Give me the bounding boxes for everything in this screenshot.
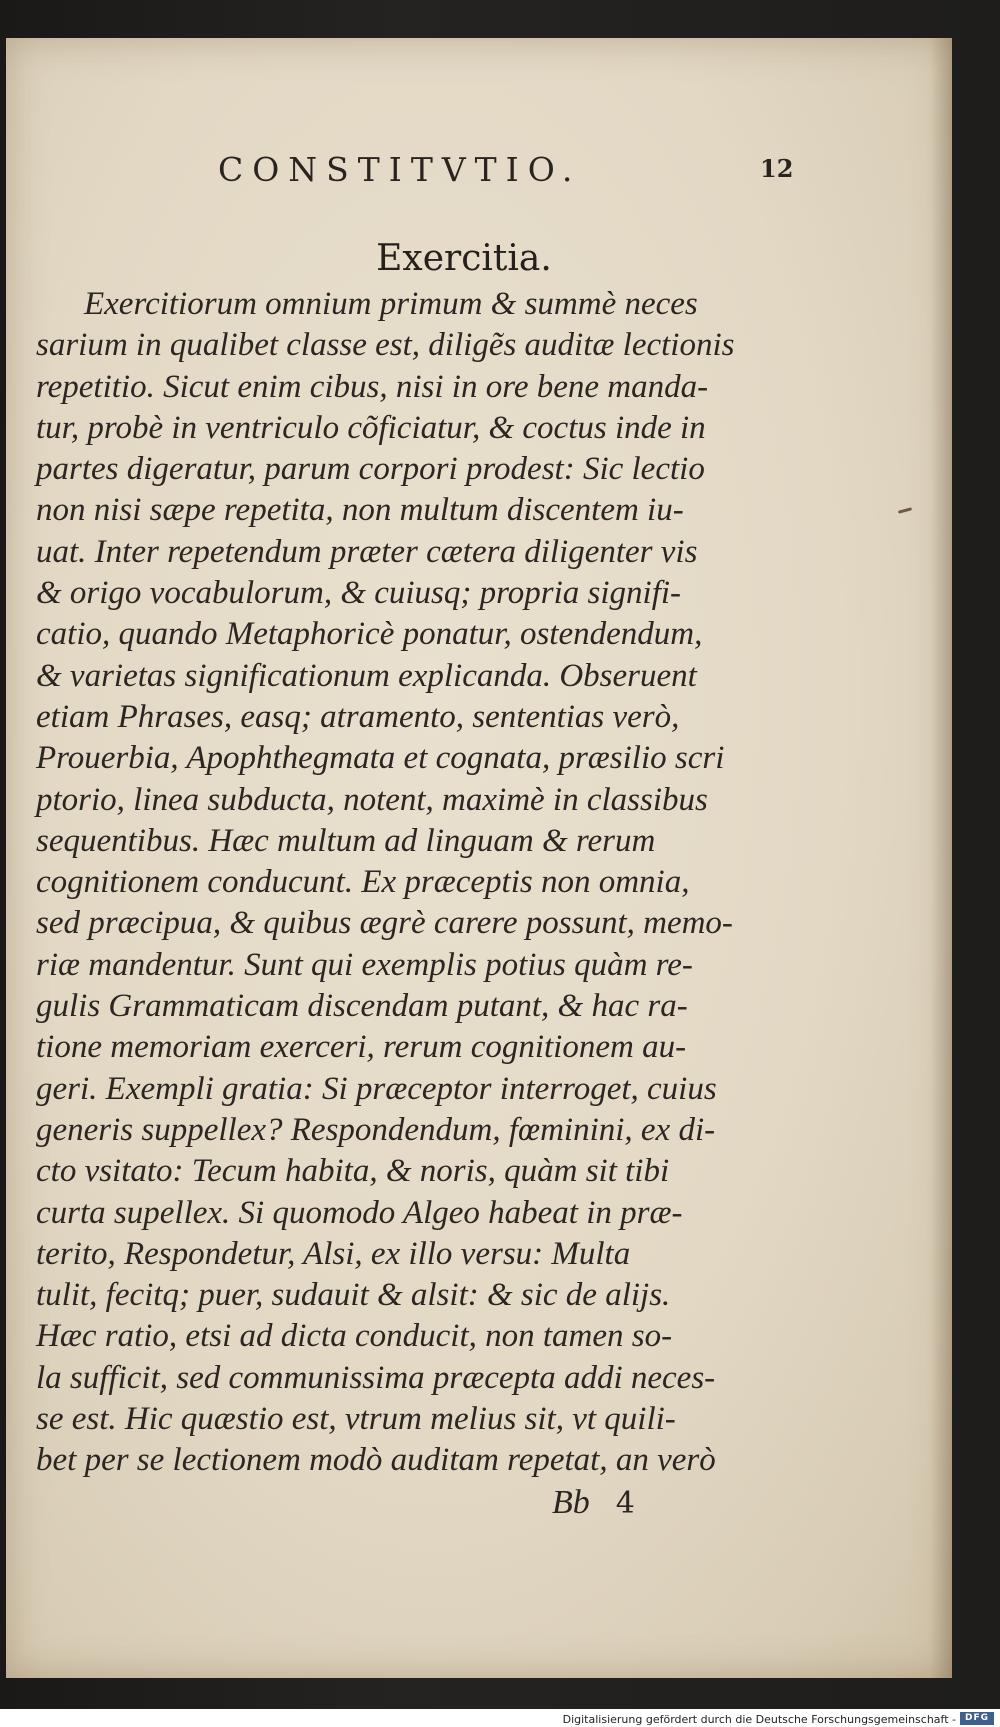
dfg-logo: DFG	[960, 1712, 994, 1725]
text-line: tur, probè in ventriculo cõficiatur, & coctus inde in	[36, 409, 706, 446]
text-line: sequentibus. Hæc multum ad linguam & rerum	[36, 822, 656, 859]
text-line: riæ mandentur. Sunt qui exemplis potius quàm re-	[36, 946, 693, 983]
text-line: Hæc ratio, etsi ad dicta conducit, non tamen so-	[36, 1318, 673, 1355]
text-line: gulis Grammaticam discendam putant, & hac ra-	[36, 988, 688, 1025]
text-line: cto vsitato: Tecum habita, & noris, quàm sit tibi	[36, 1153, 670, 1190]
text-line: & varietas significationum explicanda. Obseruent	[36, 657, 697, 694]
text-line: sarium in qualibet classe est, diligẽs auditæ lectionis	[36, 327, 735, 364]
signature-letters: Bb	[552, 1484, 590, 1521]
digitization-credit: Digitalisierung gefördert durch die Deutsche Forschungsgemeinschaft -	[562, 1713, 956, 1726]
text-line: curta supellex. Si quomodo Algeo habeat in præ-	[36, 1194, 683, 1231]
text-line: catio, quando Metaphoricè ponatur, ostendendum,	[36, 616, 703, 653]
text-line: tione memoriam exerceri, rerum cognitionem au-	[36, 1029, 687, 1066]
text-line: tulit, fecitq; puer, sudauit & alsit: & sic de alijs.	[36, 1277, 671, 1314]
book-page	[6, 38, 952, 1678]
text-line: terito, Respondetur, Alsi, ex illo versu: Multa	[36, 1235, 631, 1272]
text-line: la sufficit, sed communissima præcepta addi neces-	[36, 1359, 716, 1396]
text-line: uat. Inter repetendum præter cætera diligenter vis	[36, 533, 698, 570]
text-line: se est. Hic quæstio est, vtrum melius sit, vt quili-	[36, 1401, 676, 1438]
text-line: ptorio, linea subducta, notent, maximè in classibus	[36, 781, 708, 818]
text-line: sed præcipua, & quibus ægrè carere possunt, memo-	[36, 905, 733, 942]
page-number: 12	[760, 154, 794, 183]
text-line: etiam Phrases, easq; atramento, sententias verò,	[36, 698, 680, 735]
text-line: Exercitiorum omnium primum & summè neces	[84, 286, 698, 322]
text-line: partes digeratur, parum corpori prodest: Sic lectio	[36, 451, 705, 488]
page-header	[6, 150, 952, 210]
text-line: repetitio. Sicut enim cibus, nisi in ore bene manda-	[36, 368, 709, 405]
text-line: generis suppellex? Respondendum, fœminini, ex di-	[36, 1111, 716, 1148]
text-line: non nisi sæpe repetita, non multum discentem iu-	[36, 492, 684, 529]
text-line: Prouerbia, Apophthegmata et cognata, præsilio scri	[36, 740, 725, 777]
signature-number: 4	[615, 1486, 635, 1521]
signature-mark	[552, 1484, 635, 1522]
section-heading: Exercitia.	[376, 238, 552, 279]
text-line: geri. Exempli gratia: Si præceptor interroget, cuius	[36, 1070, 717, 1107]
body-text	[36, 284, 796, 1482]
text-line: & origo vocabulorum, & cuiusq; propria signifi-	[36, 575, 682, 612]
text-line: bet per se lectionem modò auditam repetat, an verò	[36, 1442, 716, 1479]
text-line: cognitionem conducunt. Ex præceptis non omnia,	[36, 864, 690, 901]
footer-bar	[0, 1709, 1000, 1727]
running-title: CONSTITVTIO.	[218, 150, 582, 189]
